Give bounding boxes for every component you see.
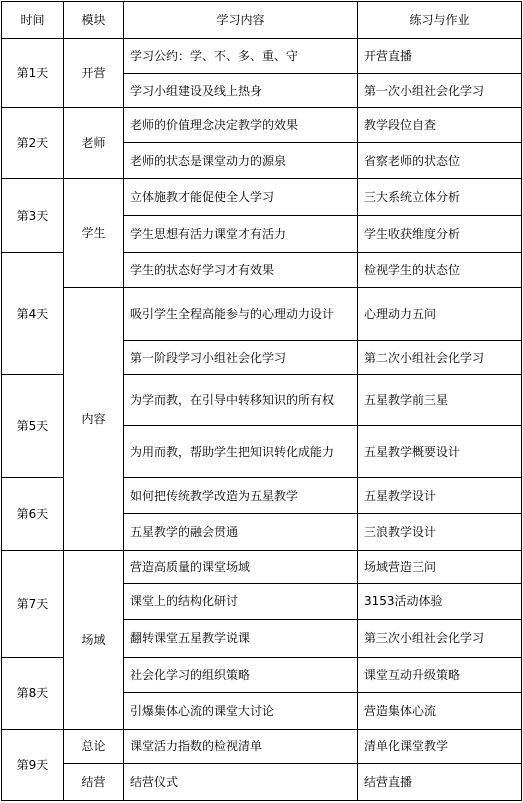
practice-cell: 三大系统立体分析 [358,179,522,216]
practice-cell: 五星教学概要设计 [358,426,522,478]
header-content: 学习内容 [124,2,358,39]
content-cell: 如何把传统教学改造为五星教学 [124,478,358,513]
table-row [2,39,522,74]
practice-cell: 检视学生的状态位 [358,253,522,288]
content-cell: 课堂上的结构化研讨 [124,583,358,619]
content-cell: 老师的状态是课堂动力的源泉 [124,143,358,179]
table-row [2,179,522,216]
table-row [2,729,522,763]
day-cell: 第7天 [2,550,64,657]
table-row [2,108,522,143]
practice-cell: 五星教学前三星 [358,375,522,426]
content-cell: 结营仪式 [124,763,358,800]
content-cell: 学生思想有活力课堂才有活力 [124,216,358,253]
table-row [2,288,522,341]
module-cell: 内容 [64,288,124,550]
practice-cell: 三浪教学设计 [358,513,522,550]
table-row [2,763,522,800]
content-cell: 立体施教才能促使全人学习 [124,179,358,216]
curriculum-table [1,1,522,801]
header-time: 时间 [2,2,64,39]
practice-cell: 第二次小组社会化学习 [358,341,522,375]
practice-cell: 开营直播 [358,39,522,74]
module-cell: 开营 [64,39,124,108]
content-cell: 为学而教，在引导中转移知识的所有权 [124,375,358,426]
day-cell: 第2天 [2,108,64,179]
day-cell: 第3天 [2,179,64,253]
practice-cell: 五星教学设计 [358,478,522,513]
module-cell: 结营 [64,763,124,800]
day-cell: 第5天 [2,375,64,478]
content-cell: 老师的价值理念决定教学的效果 [124,108,358,143]
content-cell: 学习小组建设及线上热身 [124,74,358,108]
header-module: 模块 [64,2,124,39]
practice-cell: 场域营造三问 [358,550,522,583]
header-practice: 练习与作业 [358,2,522,39]
practice-cell: 学生收获维度分析 [358,216,522,253]
day-cell: 第4天 [2,253,64,375]
day-cell: 第8天 [2,657,64,729]
day-cell: 第6天 [2,478,64,550]
content-cell: 学习公约：学、不、多、重、守 [124,39,358,74]
content-cell: 五星教学的融会贯通 [124,513,358,550]
content-cell: 课堂活力指数的检视清单 [124,729,358,763]
practice-cell: 第三次小组社会化学习 [358,619,522,657]
module-cell: 老师 [64,108,124,179]
module-cell: 学生 [64,179,124,288]
content-cell: 社会化学习的组织策略 [124,657,358,692]
content-cell: 为用而教，帮助学生把知识转化成能力 [124,426,358,478]
content-cell: 学生的状态好学习才有效果 [124,253,358,288]
content-cell: 引爆集体心流的课堂大讨论 [124,692,358,729]
practice-cell: 3153活动体验 [358,583,522,619]
day-cell: 第9天 [2,729,64,800]
practice-cell: 营造集体心流 [358,692,522,729]
practice-cell: 心理动力五问 [358,288,522,341]
day-cell: 第1天 [2,39,64,108]
content-cell: 吸引学生全程高能参与的心理动力设计 [124,288,358,341]
practice-cell: 结营直播 [358,763,522,800]
module-cell: 总论 [64,729,124,763]
content-cell: 营造高质量的课堂场域 [124,550,358,583]
content-cell: 第一阶段学习小组社会化学习 [124,341,358,375]
header-row [2,2,522,39]
practice-cell: 教学段位自查 [358,108,522,143]
practice-cell: 清单化课堂教学 [358,729,522,763]
table-row [2,550,522,583]
module-cell: 场域 [64,550,124,729]
practice-cell: 省察老师的状态位 [358,143,522,179]
content-cell: 翻转课堂五星教学说课 [124,619,358,657]
practice-cell: 课堂互动升级策略 [358,657,522,692]
practice-cell: 第一次小组社会化学习 [358,74,522,108]
